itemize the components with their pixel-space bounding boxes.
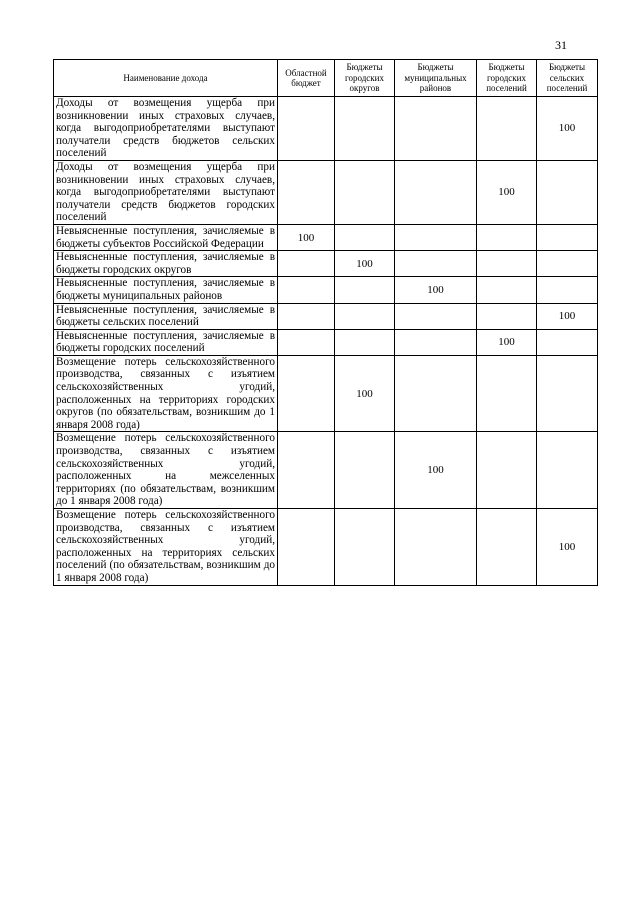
value-cell xyxy=(278,277,335,303)
value-cell xyxy=(278,432,335,509)
header-income-name: Наименование дохода xyxy=(54,60,278,97)
value-cell xyxy=(395,355,477,432)
value-cell xyxy=(537,277,598,303)
value-cell: 100 xyxy=(395,432,477,509)
value-cell xyxy=(335,224,395,250)
page-number: 31 xyxy=(555,38,567,52)
value-cell xyxy=(335,432,395,509)
value-cell xyxy=(278,355,335,432)
income-name-cell: Невыясненные поступления, зачисляемые в бюджеты субъектов Российской Федерации xyxy=(54,224,278,250)
value-cell xyxy=(395,509,477,586)
value-cell xyxy=(395,251,477,277)
income-name-cell: Возмещение потерь сельскохозяйственного производства, связанных с изъятием сельскохозяйственных угодий, расположенных на межселенных территориях (по обязательствам, возникшим до 1 января 2008 года) xyxy=(54,432,278,509)
income-name-cell: Доходы от возмещения ущерба при возникновении иных страховых случаев, когда выгодоприобретателями выступают получатели средств бюджетов сельских поселений xyxy=(54,97,278,161)
value-cell xyxy=(278,97,335,161)
value-cell xyxy=(477,277,537,303)
value-cell xyxy=(278,303,335,329)
value-cell xyxy=(537,160,598,224)
value-cell xyxy=(477,509,537,586)
value-cell: 100 xyxy=(537,303,598,329)
value-cell xyxy=(477,97,537,161)
value-cell xyxy=(395,224,477,250)
value-cell xyxy=(537,224,598,250)
header-urban-settlement-budgets: Бюджеты городских поселений xyxy=(477,60,537,97)
income-name-cell: Возмещение потерь сельскохозяйственного производства, связанных с изъятием сельскохозяйственных угодий, расположенных на территориях городских округов (по обязательствам, возникшим до 1 января 2008 года) xyxy=(54,355,278,432)
table-row xyxy=(54,303,598,329)
value-cell xyxy=(477,251,537,277)
value-cell xyxy=(278,160,335,224)
income-name-cell: Возмещение потерь сельскохозяйственного производства, связанных с изъятием сельскохозяйственных угодий, расположенных на территориях сельских поселений (по обязательствам, возникшим до 1 января 2008 года) xyxy=(54,509,278,586)
value-cell: 100 xyxy=(335,251,395,277)
value-cell xyxy=(278,509,335,586)
income-name-cell: Невыясненные поступления, зачисляемые в бюджеты городских поселений xyxy=(54,329,278,355)
income-name-cell: Невыясненные поступления, зачисляемые в бюджеты городских округов xyxy=(54,251,278,277)
table-row xyxy=(54,432,598,509)
value-cell xyxy=(335,509,395,586)
header-municipal-district-budgets: Бюджеты муниципальных районов xyxy=(395,60,477,97)
value-cell xyxy=(335,160,395,224)
value-cell: 100 xyxy=(395,277,477,303)
value-cell xyxy=(395,329,477,355)
table-row xyxy=(54,277,598,303)
value-cell: 100 xyxy=(278,224,335,250)
value-cell xyxy=(395,303,477,329)
value-cell xyxy=(477,224,537,250)
value-cell xyxy=(537,355,598,432)
value-cell xyxy=(477,303,537,329)
value-cell: 100 xyxy=(477,160,537,224)
value-cell xyxy=(477,355,537,432)
value-cell xyxy=(537,329,598,355)
table-row xyxy=(54,329,598,355)
value-cell xyxy=(278,251,335,277)
header-city-district-budgets: Бюджеты городских округов xyxy=(335,60,395,97)
value-cell xyxy=(537,251,598,277)
value-cell xyxy=(537,432,598,509)
value-cell: 100 xyxy=(537,97,598,161)
header-rural-settlement-budgets: Бюджеты сельских поселений xyxy=(537,60,598,97)
value-cell: 100 xyxy=(477,329,537,355)
value-cell xyxy=(477,432,537,509)
table-row xyxy=(54,251,598,277)
value-cell xyxy=(335,303,395,329)
header-regional-budget: Областной бюджет xyxy=(278,60,335,97)
value-cell xyxy=(395,160,477,224)
value-cell: 100 xyxy=(335,355,395,432)
value-cell xyxy=(395,97,477,161)
value-cell xyxy=(335,97,395,161)
value-cell xyxy=(278,329,335,355)
table-row xyxy=(54,355,598,432)
income-name-cell: Доходы от возмещения ущерба при возникновении иных страховых случаев, когда выгодоприобретателями выступают получатели средств бюджетов городских поселений xyxy=(54,160,278,224)
table-row xyxy=(54,160,598,224)
value-cell: 100 xyxy=(537,509,598,586)
value-cell xyxy=(335,277,395,303)
income-name-cell: Невыясненные поступления, зачисляемые в бюджеты муниципальных районов xyxy=(54,277,278,303)
table-row xyxy=(54,97,598,161)
table-row xyxy=(54,224,598,250)
value-cell xyxy=(335,329,395,355)
table-row xyxy=(54,509,598,586)
income-distribution-table xyxy=(53,59,598,586)
income-name-cell: Невыясненные поступления, зачисляемые в бюджеты сельских поселений xyxy=(54,303,278,329)
table-header-row xyxy=(54,60,598,97)
